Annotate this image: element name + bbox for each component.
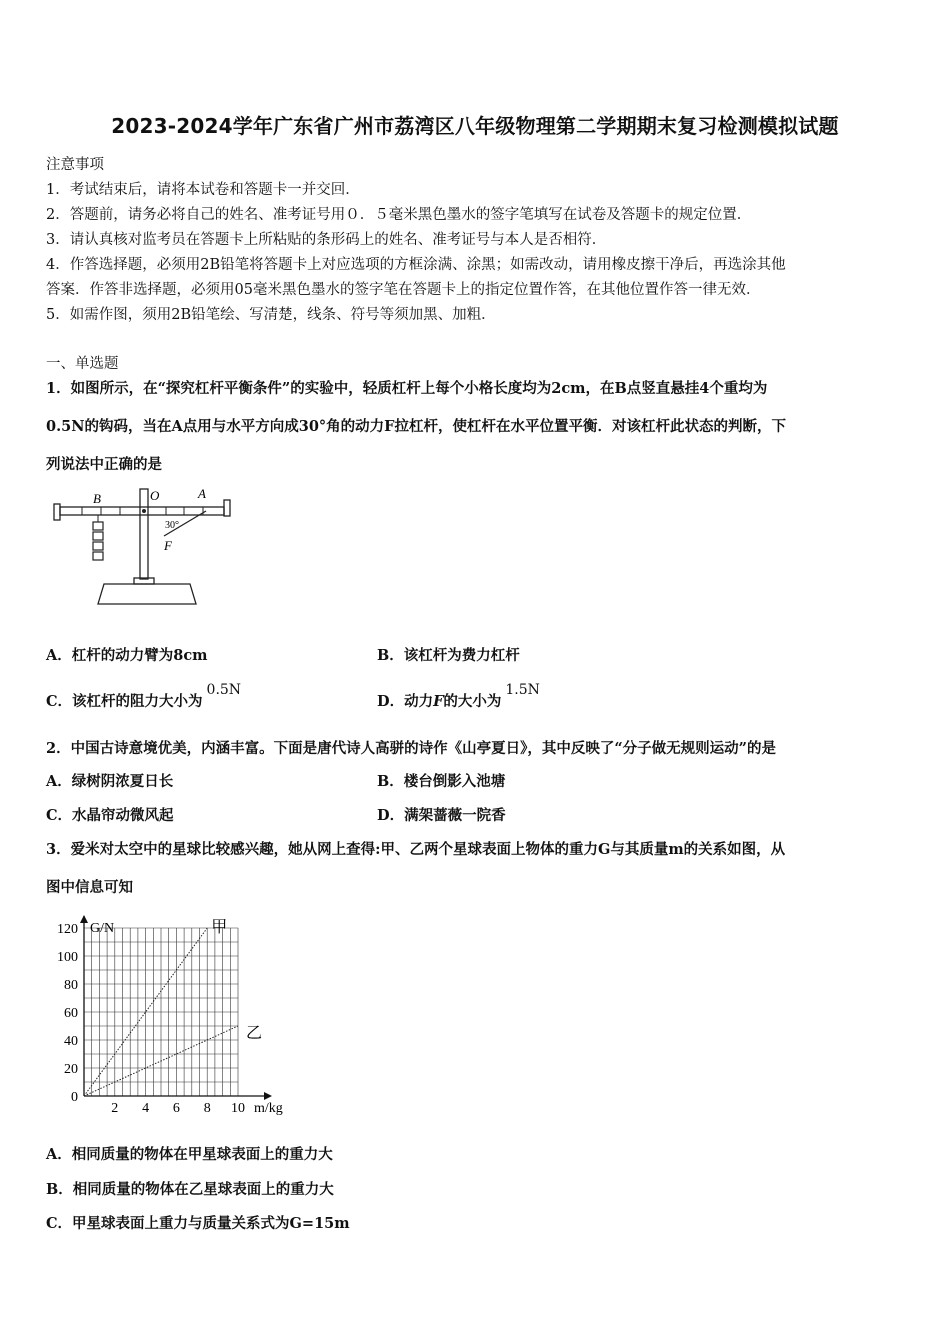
y-tick-label: 100: [57, 950, 78, 965]
y-axis-arrow: [80, 915, 88, 923]
q3-option-b[interactable]: B．相同质量的物体在乙星球表面上的重力大: [46, 1181, 334, 1198]
q1-option-a[interactable]: A．杠杆的动力臂为8cm: [46, 647, 208, 664]
lever-figure: [46, 484, 246, 608]
y-tick-label: 60: [64, 1006, 78, 1021]
label-angle: 30°: [165, 520, 179, 531]
notice-item-1: 1．考试结束后，请将本试卷和答题卡一并交回．: [46, 182, 360, 198]
section-heading: 一、单选题: [46, 356, 119, 372]
y-tick-label: 20: [64, 1062, 78, 1077]
gravity-mass-chart: [46, 914, 306, 1120]
notice-item-5: 5．如需作图，须用2B铅笔绘、写清楚，线条、符号等须加黑、加粗．: [46, 307, 496, 323]
q1-option-c-text: C．该杠杆的阻力大小为: [46, 693, 203, 710]
q1-option-c-value: 0.5N: [206, 682, 242, 698]
notice-item-4-cont: 答案．作答非选择题，必须用05毫米黑色墨水的签字笔在答题卡上的指定位置作答，在其他位置作答一律无效．: [46, 282, 761, 298]
q3-option-a[interactable]: A．相同质量的物体在甲星球表面上的重力大: [46, 1146, 333, 1163]
x-tick-label: 4: [142, 1101, 150, 1116]
q1-stem-line1: 1．如图所示，在“探究杠杆平衡条件”的实验中，轻质杠杆上每个小格长度均为2cm，在B点竖直悬挂4个重均为: [46, 380, 768, 397]
label-b: B: [93, 491, 101, 506]
y-tick-label: 80: [64, 978, 78, 993]
y-tick-label: 120: [57, 922, 78, 937]
q2-option-c[interactable]: C．水晶帘动微风起: [46, 807, 174, 824]
q1-option-c[interactable]: [46, 682, 242, 711]
q1-stem-line2: 0.5N的钩码，当在A点用与水平方向成30°角的动力F拉杠杆，使杠杆在水平位置平衡．对该杠杆此状态的判断，下: [46, 418, 786, 435]
y-tick-label: 40: [64, 1034, 78, 1049]
q3-stem-line1: 3．爱米对太空中的星球比较感兴趣，她从网上查得:甲、乙两个星球表面上物体的重力G与其质量m的关系如图，从: [46, 841, 786, 858]
label-a: A: [198, 486, 206, 501]
q1-option-d-var: F: [433, 693, 444, 710]
x-axis-arrow: [264, 1092, 272, 1100]
q2-option-a[interactable]: A．绿树阴浓夏日长: [46, 773, 174, 790]
y-axis-label: G/N: [90, 921, 115, 936]
notice-item-3: 3．请认真核对监考员在答题卡上所粘贴的条形码上的姓名、准考证号与本人是否相符．: [46, 232, 607, 248]
exam-title: 2023-2024学年广东省广州市荔湾区八年级物理第二学期期末复习检测模拟试题: [111, 114, 839, 138]
q3-option-c[interactable]: C．甲星球表面上重力与质量关系式为G=15m: [46, 1215, 350, 1232]
q1-option-d-value: 1.5N: [505, 682, 540, 698]
x-axis-label: m/kg: [254, 1101, 283, 1116]
label-f: F: [164, 538, 172, 553]
q2-option-d[interactable]: D．满架蔷薇一院香: [377, 807, 506, 824]
x-tick-label: 2: [111, 1101, 119, 1116]
x-tick-label: 8: [203, 1101, 211, 1116]
q1-option-d-post: 的大小为: [443, 693, 502, 710]
q3-stem-line2: 图中信息可知: [46, 879, 133, 896]
notice-heading: 注意事项: [46, 157, 104, 173]
label-o: O: [150, 488, 160, 503]
q1-option-d[interactable]: [377, 682, 540, 711]
series-label-2: 乙: [246, 1025, 263, 1042]
x-tick-label: 6: [172, 1101, 180, 1116]
q1-option-d-pre: D．动力: [377, 693, 434, 710]
y-tick-label: 0: [71, 1090, 78, 1105]
q2-stem: 2．中国古诗意境优美，内涵丰富。下面是唐代诗人高骈的诗作《山亭夏日》，其中反映了“分子做无规则运动”的是: [46, 740, 777, 757]
q1-option-b[interactable]: B．该杠杆为费力杠杆: [377, 647, 520, 664]
notice-item-4: 4．作答选择题，必须用2B铅笔将答题卡上对应选项的方框涂满、涂黑；如需改动，请用橡皮擦干净后，再选涂其他: [46, 257, 786, 273]
q1-stem-line3: 列说法中正确的是: [46, 456, 162, 473]
x-tick-label: 10: [231, 1101, 245, 1116]
series-label-1: 甲: [211, 919, 228, 936]
q2-option-b[interactable]: B．楼台倒影入池塘: [377, 773, 506, 790]
notice-item-2: 2．答题前，请务必将自己的姓名、准考证号用０．５毫米黑色墨水的签字笔填写在试卷及答题卡的规定位置．: [46, 207, 752, 223]
